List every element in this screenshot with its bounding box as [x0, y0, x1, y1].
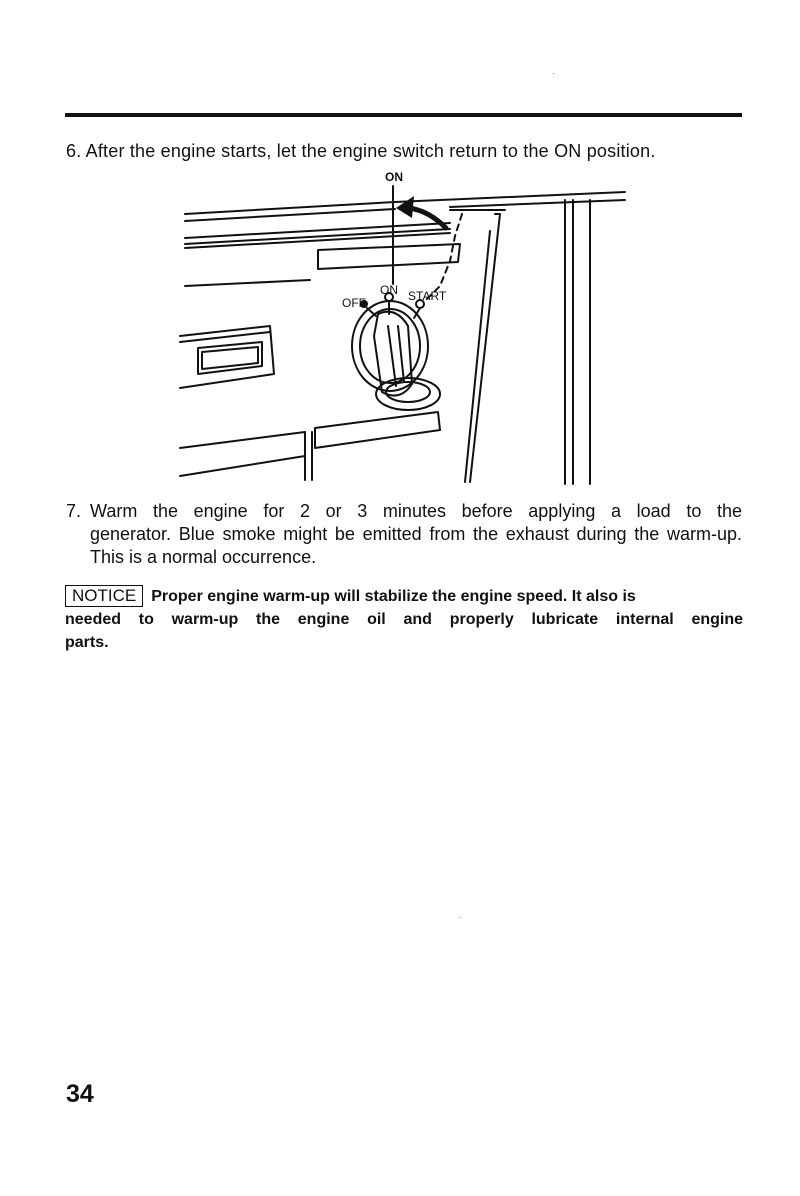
- switch-on-label: ON: [380, 283, 398, 297]
- engine-switch-svg: [150, 166, 650, 486]
- notice-line2: needed to warm-up the engine oil and properly lubricate internal engine: [65, 611, 743, 628]
- notice-line1: Proper engine warm-up will stabilize the engine speed. It also is: [151, 588, 636, 605]
- notice-line3: parts.: [65, 634, 109, 651]
- notice-label: NOTICE: [65, 585, 143, 607]
- step-6: [66, 141, 756, 162]
- step-6-number: 6.: [66, 141, 82, 161]
- step-7: [66, 500, 742, 569]
- step-7-number: 7.: [66, 501, 82, 521]
- callout-on-label: ON: [385, 170, 403, 184]
- notice-paragraph: [65, 585, 743, 654]
- top-rule: [65, 113, 742, 117]
- scan-speck: [460, 917, 461, 918]
- step-7-body: [90, 500, 742, 569]
- step-7-line1: Warm the engine for 2 or 3 minutes before applying a load to the: [90, 501, 742, 521]
- scan-speck: [553, 73, 554, 74]
- step-6-text: After the engine starts, let the engine switch return to the ON position.: [85, 141, 656, 161]
- switch-off-label: OFF: [342, 296, 366, 310]
- page-number: 34: [66, 1080, 94, 1108]
- switch-start-label: START: [408, 289, 447, 303]
- step-7-rest: generator. Blue smoke might be emitted from the exhaust during the warm-up. This is a normal occurrence.: [90, 524, 742, 567]
- notice-line1-wrap: [65, 585, 743, 608]
- engine-switch-illustration: [150, 166, 650, 486]
- arrow-head: [396, 196, 414, 218]
